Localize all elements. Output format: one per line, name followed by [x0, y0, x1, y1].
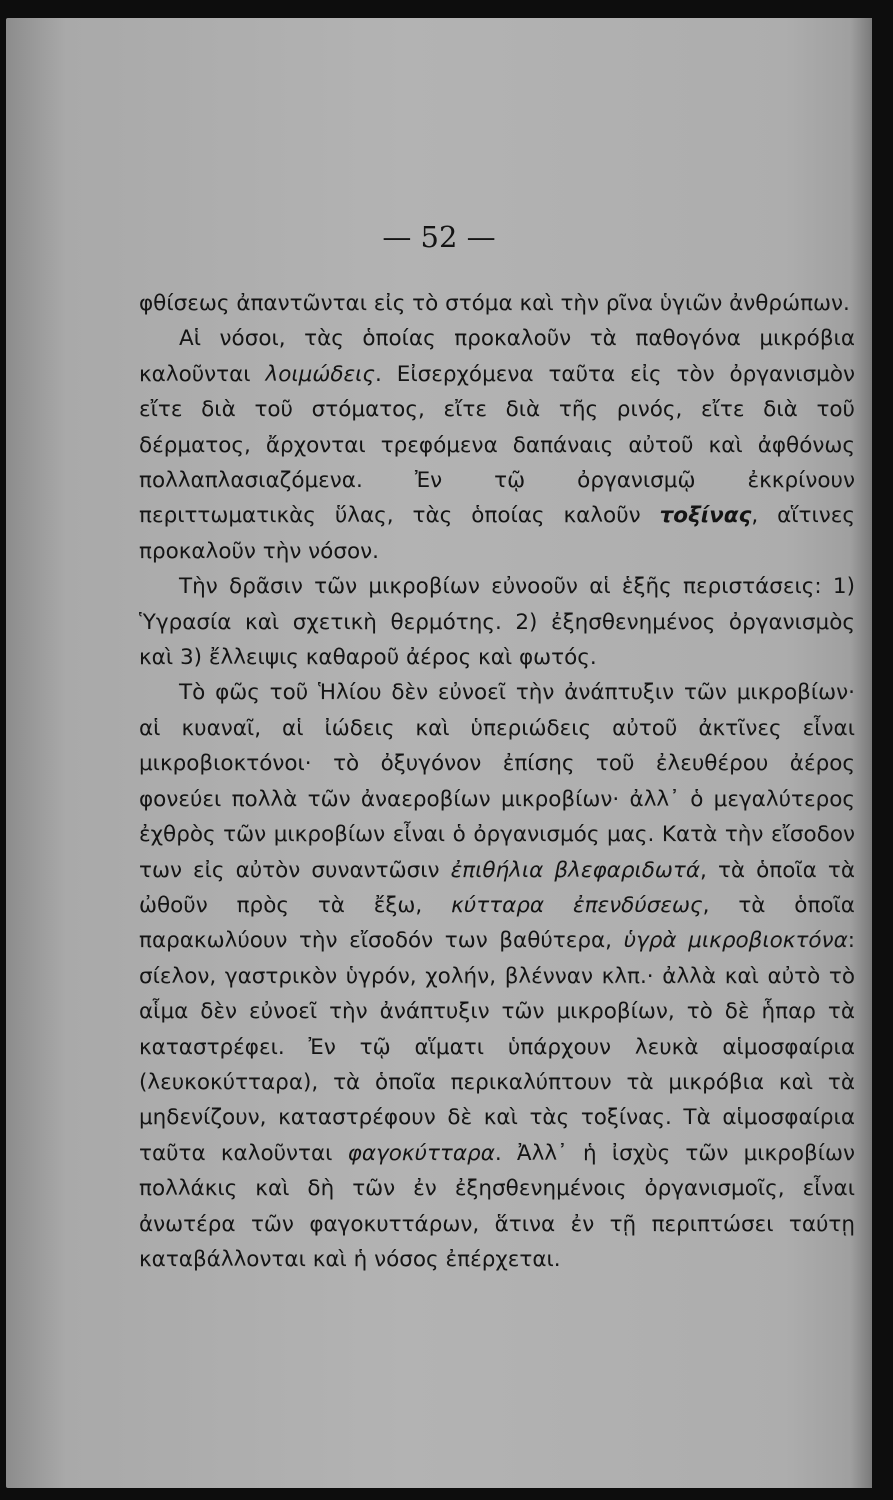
text-segment: φθίσεως ἀπαντῶνται εἰς τὸ στόμα καὶ τὴν ρῖνα ὑγιῶν ἀνθρώπων. [139, 291, 850, 316]
page-number: — 52 — [382, 220, 496, 254]
emphasized-term: ἐπιθήλια βλεφαριδωτά [450, 857, 701, 883]
paragraph [139, 286, 855, 321]
emphasized-term: κύτταρα ἐπενδύσεως [451, 892, 703, 918]
text-segment: : σίελον, γαστρικὸν ὑγρόν, χολήν, βλένναν κλπ.· ἀλλὰ καὶ αὐτὸ τὸ αἷμα δὲν εὐνοεῖ τὴν ἀνάπτυξιν τῶν μικροβίων, τὸ δὲ ἧπαρ τὰ καταστρέφει. Ἐν τῷ αἵματι ὑπάρχουν λευκὰ αἱμοσφαίρια (λευκοκύτταρα), τὰ ὁποῖα περικαλύπτουν τὰ μικρόβια καὶ τὰ μηδενίζουν, καταστρέφουν δὲ καὶ τὰς τοξίνας. Τὰ αἱμοσφαίρια ταῦτα καλοῦνται [139, 928, 855, 1166]
book-page [6, 18, 872, 1488]
emphasized-term: ὑγρὰ μικροβιοκτόνα [623, 928, 848, 954]
text-segment: , αἵτινες προκαλοῦν τὴν νόσον. [139, 503, 855, 564]
text-segment: Αἱ νόσοι, τὰς ὁποίας προκαλοῦν τὰ παθογόνα μικρόβια καλοῦνται [139, 326, 855, 387]
text-segment: , τὰ ὁποῖα τὰ ὠθοῦν πρὸς τὰ ἔξω, [139, 857, 855, 918]
emphasized-term: λοιμώδεις [265, 361, 375, 387]
paragraph [139, 321, 855, 569]
text-segment: Τὸ φῶς τοῦ Ἡλίου δὲν εὐνοεῖ τὴν ἀνάπτυξιν τῶν μικροβίων· αἱ κυαναῖ, αἱ ἰώδεις καὶ ὑπεριώδεις αὐτοῦ ἀκτῖνες εἶναι μικροβιοκτόνοι· τὸ ὀξυγόνον ἐπίσης τοῦ ἐλευθέρου ἀέρος φονεύει πολλὰ τῶν ἀναεροβίων μικροβίων· ἀλλ᾽ ὁ μεγαλύτερος ἐχθρὸς τῶν μικροβίων εἶναι ὁ ὀργανισμός μας. Κατὰ τὴν εἴσοδον των εἰς αὐτὸν συναντῶσιν [139, 680, 855, 883]
emphasized-term: τοξίνας [659, 503, 752, 529]
text-segment: , τὰ ὁποῖα παρακωλύουν τὴν εἴσοδόν των βαθύτερα, [139, 892, 855, 954]
paragraph [139, 569, 855, 675]
paragraph [139, 675, 855, 1277]
text-segment: Τὴν δρᾶσιν τῶν μικροβίων εὐνοοῦν αἱ ἑξῆς περιστάσεις: 1) Ὑγρασία καὶ σχετικὴ θερμότης. 2) ἐξησθενημένος ὀργανισμὸς καὶ 3) ἔλλειψις καθαροῦ ἀέρος καὶ φωτός. [139, 574, 855, 671]
text-segment: . Εἰσερχόμενα ταῦτα εἰς τὸν ὀργανισμὸν εἴτε διὰ τοῦ στόματος, εἴτε διὰ τῆς ρινός, εἴτε διὰ τοῦ δέρματος, ἄρχονται τρεφόμενα δαπάναις αὐτοῦ καὶ ἀφθόνως πολλαπλασιαζόμενα. Ἐν τῷ ὀργανισμῷ ἐκκρίνουν περιττωματικὰς ὕλας, τὰς ὁποίας καλοῦν [139, 361, 855, 529]
body-text [139, 286, 855, 1277]
emphasized-term: φαγοκύτταρα [347, 1140, 495, 1166]
text-segment: . Ἀλλ᾽ ἡ ἰσχὺς τῶν μικροβίων πολλάκις καὶ δὴ τῶν ἐν ἐξησθενημένοις ὀργανισμοῖς, εἶναι ἀνωτέρα τῶν φαγοκυττάρων, ἅτινα ἐν τῇ περιπτώσει ταύτῃ καταβάλλονται καὶ ἡ νόσος ἐπέρχεται. [139, 1140, 856, 1272]
